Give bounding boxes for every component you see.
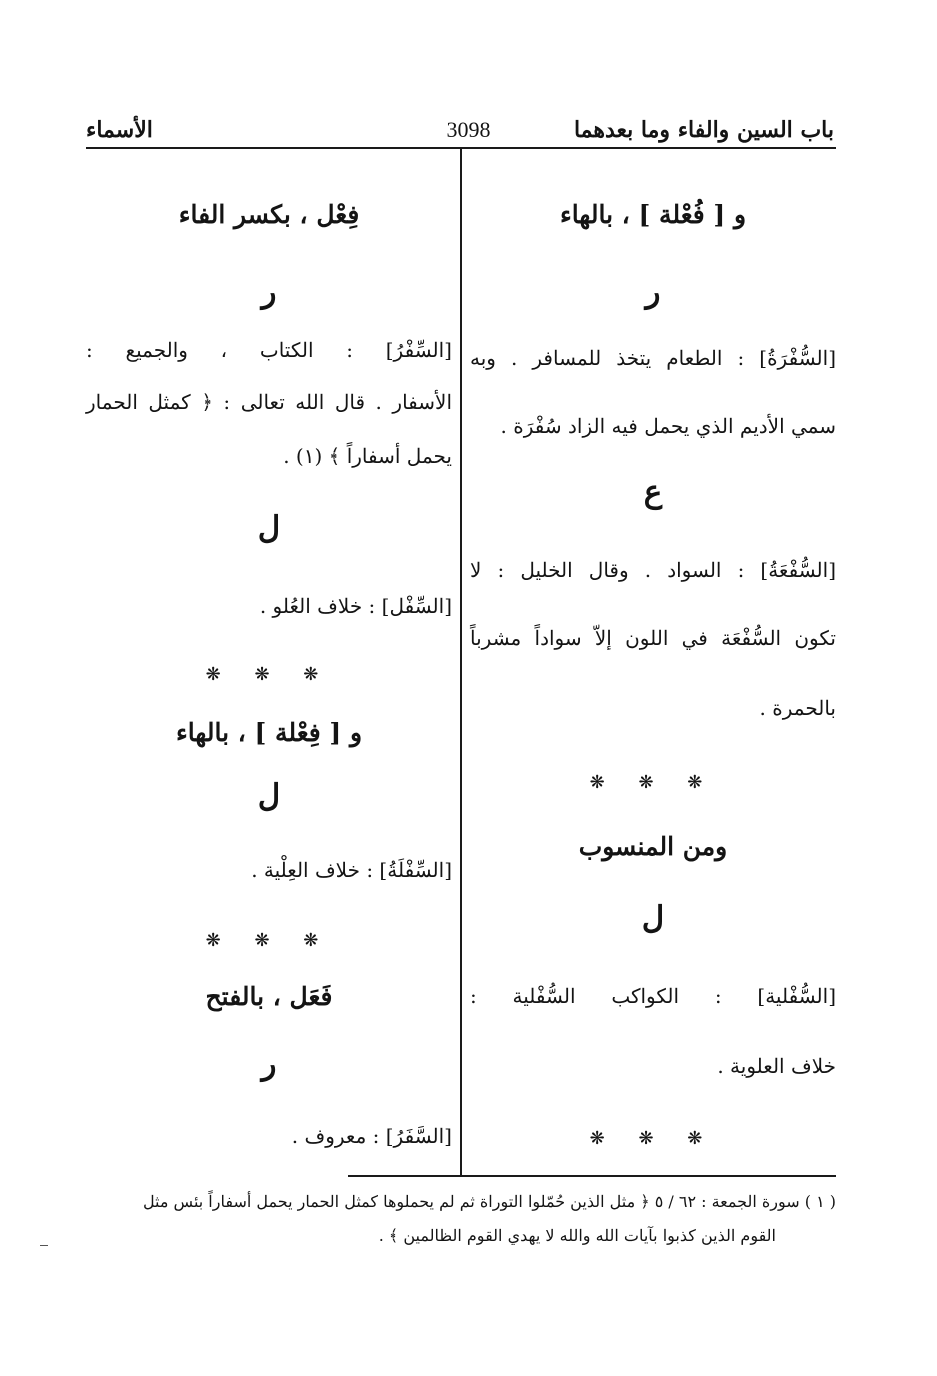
page-number: 3098 — [446, 117, 491, 142]
letter-ra: ر — [261, 274, 277, 310]
entry-sifr-line-3: يحمل أسفاراً ﴾ (١) . — [283, 444, 452, 468]
entry-sufrah-line-2: سمي الأديم الذي يحمل فيه الزاد سُفْرَة . — [500, 414, 836, 438]
heading-fulah: و [ فُعْلة ] ، بالهاء — [559, 200, 747, 229]
letter-lam: ل — [641, 900, 665, 936]
margin-mark — [40, 1245, 48, 1246]
letter-ayn: ع — [643, 474, 663, 510]
heading-faal: فَعَل ، بالفتح — [205, 982, 333, 1011]
letter-lam: ل — [257, 778, 281, 814]
entry-safar: [السَّفَرُ] : معروف . — [291, 1124, 452, 1148]
entry-sufah-line-2: تكون السُّفْعَة في اللون إلاّ سواداً مشرباً — [470, 626, 836, 650]
chapter-title: باب السين والفاء وما بعدهما — [573, 117, 834, 143]
footnote-line-1: ( ١ ) سورة الجمعة : ٦٢ / ٥ ﴿ مثل الذين حُمّلوا التوراة ثم لم يحملوها كمثل الحمار يحمل أسفاراً بئس مثل — [142, 1192, 836, 1211]
heading-mansub: ومن المنسوب — [578, 832, 728, 861]
letter-ra: ر — [645, 274, 661, 310]
entry-sifr-line-1: [السِّفْرُ] : الكتاب ، والجميع : — [86, 338, 452, 362]
column-divider — [460, 148, 462, 1176]
heading-filah: و [ فِعْلة ] ، بالهاء — [175, 718, 363, 747]
entry-sufah-line-3: بالحمرة . — [759, 696, 836, 720]
separator-stars: ❋ ❋ ❋ — [589, 1128, 717, 1149]
separator-stars: ❋ ❋ ❋ — [205, 664, 333, 685]
footnote-line-2: القوم الذين كذبوا بآيات الله والله لا يهدي القوم الظالمين ﴾ . — [378, 1226, 776, 1245]
entry-sufah-line-1: [السُّفْعَةُ] : السواد . وقال الخليل : لا — [470, 558, 836, 582]
section-title: الأسماء — [86, 117, 153, 143]
entry-sufliyah-line-2: خلاف العلوية . — [717, 1054, 836, 1078]
entry-sifl: [السِّفْل] : خلاف العُلو . — [259, 594, 452, 618]
letter-ra: ر — [261, 1046, 277, 1082]
entry-sufrah-line-1: [السُّفْرَةُ] : الطعام يتخذ للمسافر . وبه — [470, 346, 836, 370]
entry-sufliyah-line-1: [السُّفْلية] : الكواكب السُّفْلية : — [470, 984, 836, 1008]
separator-stars: ❋ ❋ ❋ — [589, 772, 717, 793]
entry-sifr-line-2: الأسفار . قال الله تعالى : ﴿ كمثل الحمار — [86, 390, 452, 414]
separator-stars: ❋ ❋ ❋ — [205, 930, 333, 951]
letter-lam: ل — [257, 510, 281, 546]
heading-fil: فِعْل ، بكسر الفاء — [178, 200, 360, 229]
entry-siflah: [السِّفْلَةُ] : خلاف العِلْية . — [251, 858, 452, 882]
footnote-rule — [348, 1175, 836, 1177]
